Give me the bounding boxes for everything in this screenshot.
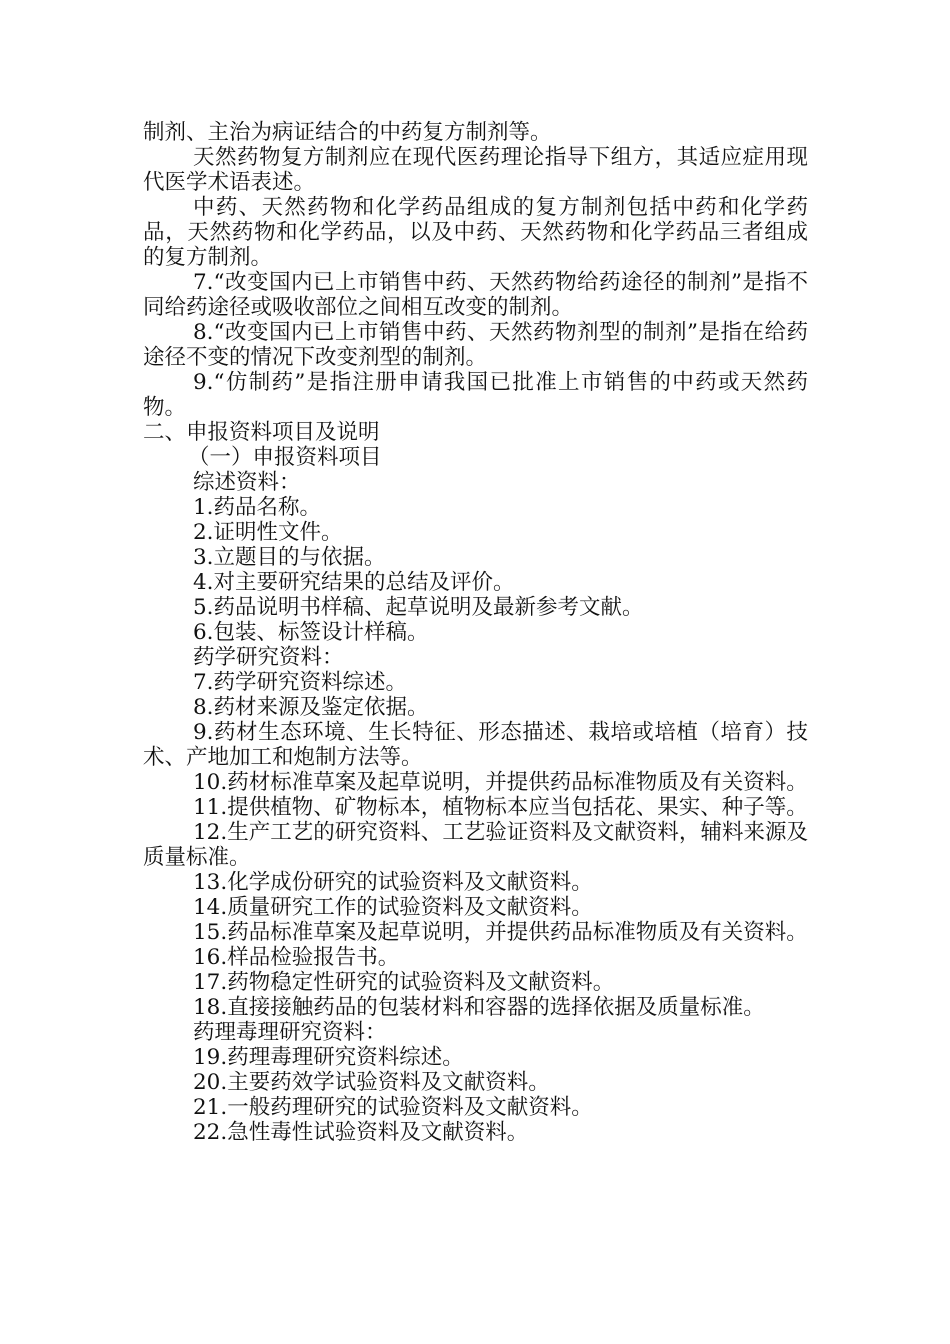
list-item: 15.药品标准草案及起草说明，并提供药品标准物质及有关资料。	[193, 920, 808, 945]
list-item: 8.药材来源及鉴定依据。	[193, 695, 429, 720]
list-item: 11.提供植物、矿物标本，植物标本应当包括花、果实、种子等。	[193, 795, 808, 820]
list-item: 9.药材生态环境、生长特征、形态描述、栽培或培植（培育）技术、产地加工和炮制方法等。	[143, 720, 808, 770]
list-item: 10.药材标准草案及起草说明，并提供药品标准物质及有关资料。	[193, 770, 808, 795]
group-heading-overview: 综述资料：	[193, 470, 301, 495]
definition-item-7: 7.“改变国内已上市销售中药、天然药物给药途径的制剂”是指不同给药途径或吸收部位之间相互改变的制剂。	[143, 270, 808, 320]
list-item: 20.主要药效学试验资料及文献资料。	[193, 1070, 550, 1095]
section-heading: 二、申报资料项目及说明	[143, 420, 380, 445]
list-item: 21.一般药理研究的试验资料及文献资料。	[193, 1095, 593, 1120]
paragraph: 制剂、主治为病证结合的中药复方制剂等。	[143, 120, 552, 145]
list-item: 1.药品名称。	[193, 495, 322, 520]
list-item: 3.立题目的与依据。	[193, 545, 386, 570]
list-item: 19.药理毒理研究资料综述。	[193, 1045, 464, 1070]
list-item: 22.急性毒性试验资料及文献资料。	[193, 1120, 529, 1145]
list-item: 7.药学研究资料综述。	[193, 670, 408, 695]
list-item: 2.证明性文件。	[193, 520, 343, 545]
list-item: 18.直接接触药品的包装材料和容器的选择依据及质量标准。	[193, 995, 765, 1020]
list-item: 17.药物稳定性研究的试验资料及文献资料。	[193, 970, 615, 995]
subsection-heading: （一）申报资料项目	[188, 445, 382, 470]
paragraph: 中药、天然药物和化学药品组成的复方制剂包括中药和化学药品，天然药物和化学药品，以及中药、天然药物和化学药品三者组成的复方制剂。	[143, 195, 808, 270]
list-item: 14.质量研究工作的试验资料及文献资料。	[193, 895, 593, 920]
definition-item-8: 8.“改变国内已上市销售中药、天然药物剂型的制剂”是指在给药途径不变的情况下改变剂型的制剂。	[143, 320, 808, 370]
group-heading-pharmacy: 药学研究资料：	[193, 645, 344, 670]
list-item: 12.生产工艺的研究资料、工艺验证资料及文献资料，辅料来源及质量标准。	[143, 820, 808, 870]
list-item: 6.包装、标签设计样稿。	[193, 620, 429, 645]
paragraph: 天然药物复方制剂应在现代医药理论指导下组方，其适应症用现代医学术语表述。	[143, 145, 808, 195]
document-body	[143, 120, 808, 1145]
group-heading-pharmacology: 药理毒理研究资料：	[193, 1020, 387, 1045]
definition-item-9: 9.“仿制药”是指注册申请我国已批准上市销售的中药或天然药物。	[143, 370, 808, 420]
list-item: 4.对主要研究结果的总结及评价。	[193, 570, 515, 595]
list-item: 16.样品检验报告书。	[193, 945, 400, 970]
list-item: 13.化学成份研究的试验资料及文献资料。	[193, 870, 593, 895]
list-item: 5.药品说明书样稿、起草说明及最新参考文献。	[193, 595, 644, 620]
